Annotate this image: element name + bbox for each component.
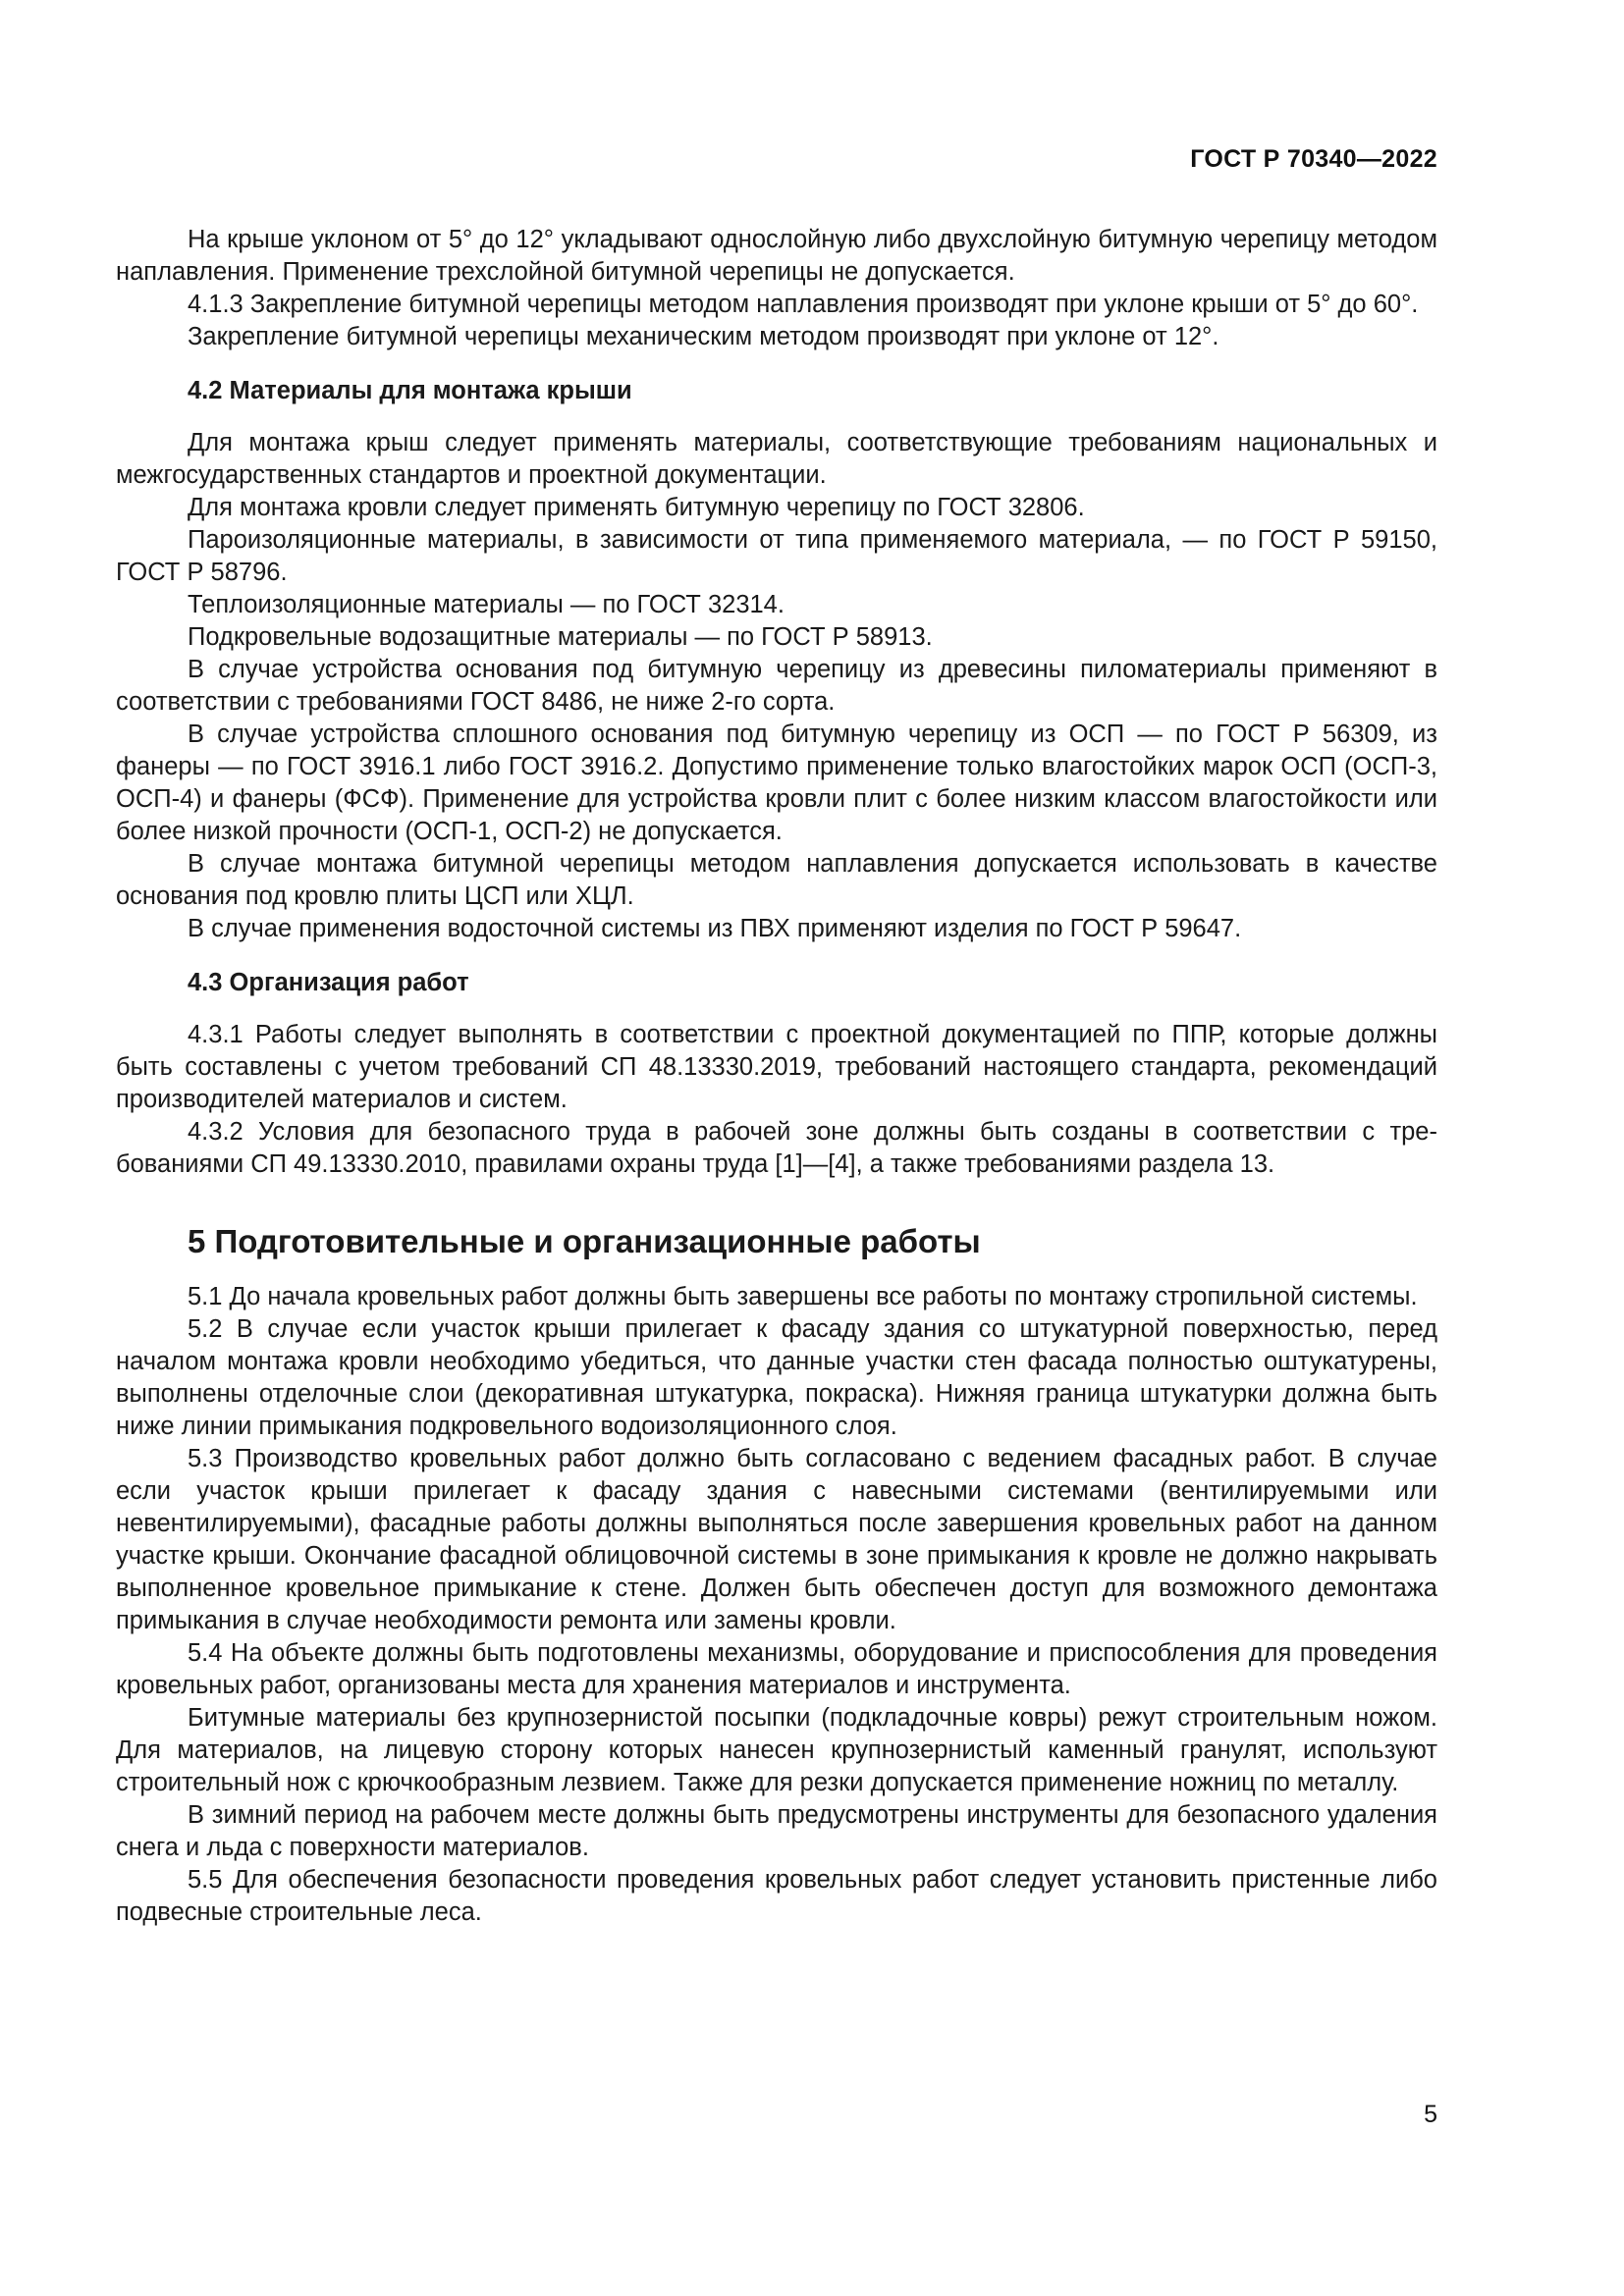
paragraph: 5.1 До начала кровельных работ должны быть завершены все работы по монтажу стропильной системы. [188, 1283, 1418, 1310]
paragraph: На крыше уклоном от 5° до 12° укладывают однослойную либо двухслойную битумную черепицу методом наплавления. Применение трехслойной битумной черепицы не допускается. [116, 226, 1437, 286]
paragraph: 5.3 Производство кровельных работ должно быть согласовано с ведением фасадных работ. В случае если участок крыши прилегает к фасаду здания с навесными системами (вентилируемыми или невентилируемыми), фасадные работы должны выполняться после завершения кровельных работ на данном участке крыши. Окончание фасадной облицовочной системы в зоне примыкания к кровле не должно накрывать выполненное кровельное примыкание к стене. Должен быть обеспечен доступ для возможного демонтажа примыкания в случае необходимости ремонта или замены кровли. [116, 1445, 1437, 1634]
paragraph: В случае монтажа битумной черепицы методом наплавления допускается использовать в качестве основания под кровлю плиты ЦСП или ХЦЛ. [116, 850, 1437, 910]
paragraph: 4.1.3 Закрепление битумной черепицы методом наплавления производят при уклоне крыши от 5° до 60°. [188, 291, 1419, 318]
paragraph: Битумные материалы без крупнозернистой посыпки (подкладочные ковры) режут строительным ножом. Для материалов, на лицевую сторону которых нанесен крупнозернистый каменный гранулят, используют строительный нож с крючкообразным лезвием. Также для резки допускается применение ножниц по металлу. [116, 1704, 1437, 1796]
paragraph: В зимний период на рабочем месте должны быть предусмотрены инструменты для безопасного удаления снега и льда с поверхности материалов. [116, 1801, 1437, 1861]
subsection-heading: 4.2 Материалы для монтажа крыши [188, 377, 632, 404]
page-number: 5 [1424, 2101, 1437, 2128]
paragraph: 5.5 Для обеспечения безопасности проведения кровельных работ следует установить пристенные либо подвесные строительные леса. [116, 1866, 1437, 1926]
paragraph: Подкровельные водозащитные материалы — по ГОСТ Р 58913. [188, 623, 933, 651]
paragraph: В случае применения водосточной системы из ПВХ применяют изделия по ГОСТ Р 59647. [188, 915, 1242, 942]
paragraph: Для монтажа крыш следует применять материалы, соответствующие требованиям национальных и межгосударственных стандартов и проектной документации. [116, 429, 1437, 489]
section-heading: 5 Подготовительные и организационные работы [188, 1223, 981, 1259]
subsection-heading: 4.3 Организация работ [188, 969, 469, 996]
paragraph: В случае устройства сплошного основания под битумную черепицу из ОСП — по ГОСТ Р 56309, из фанеры — по ГОСТ 3916.1 либо ГОСТ 3916.2. Допустимо применение только влагостойких марок ОСП (ОСП-3, ОСП-4) и фанеры (ФСФ). Применение для устройства кровли плит с более низким классом влагостойкости или более низкой прочности (ОСП-1, ОСП-2) не допускается. [116, 721, 1437, 845]
standard-designation: ГОСТ Р 70340—2022 [1190, 145, 1437, 173]
paragraph: 4.3.1 Работы следует выполнять в соответствии с проектной документацией по ППР, которые должны быть составлены с учетом требований СП 48.13330.2019, требований настоящего стандарта, рекомендаций производителей материалов и систем. [116, 1021, 1437, 1113]
paragraph: Закрепление битумной черепицы механическим методом производят при уклоне от 12°. [188, 323, 1219, 350]
paragraph: 5.2 В случае если участок крыши прилегает к фасаду здания со штукатурной поверхностью, перед началом монтажа кровли необходимо убедиться, что данные участки стен фасада полностью оштукатурены, выполнены отделочные слои (декоративная штукатурка, покраска). Нижняя граница штукатурки должна быть ниже линии примыкания подкровельного водоизоляционного слоя. [116, 1315, 1437, 1440]
paragraph: Теплоизоляционные материалы — по ГОСТ 32314. [188, 591, 785, 618]
paragraph: 4.3.2 Условия для безопасного труда в рабочей зоне должны быть созданы в соответствии с требованиями СП 49.13330.2010, правилами охраны труда [1]—[4], а также требованиями раздела 13. [116, 1118, 1437, 1178]
paragraph: В случае устройства основания под битумную черепицу из древесины пиломатериалы применяют в соответствии с требованиями ГОСТ 8486, не ниже 2-го сорта. [116, 656, 1437, 716]
body-text [116, 224, 1437, 1929]
paragraph: Для монтажа кровли следует применять битумную черепицу по ГОСТ 32806. [188, 494, 1085, 521]
paragraph: Пароизоляционные материалы, в зависимости от типа применяемого материала, — по ГОСТ Р 59150, ГОСТ Р 58796. [116, 526, 1437, 586]
paragraph: 5.4 На объекте должны быть подготовлены механизмы, оборудование и приспособления для проведения кровельных работ, организованы места для хранения материалов и инструмента. [116, 1639, 1437, 1699]
